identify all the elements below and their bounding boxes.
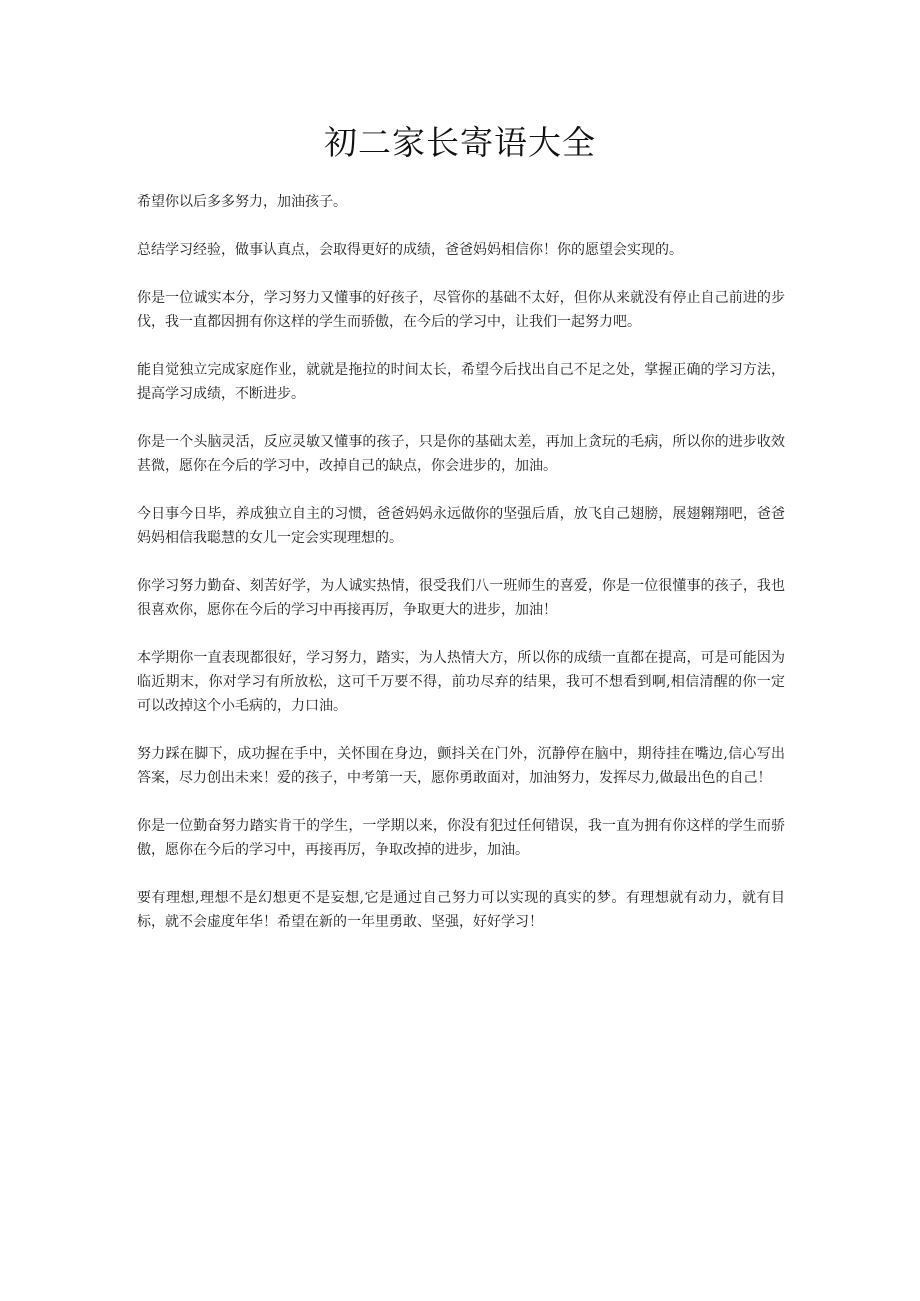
page-title: 初二家长寄语大全	[324, 123, 596, 162]
paragraph-10: 你是一位勤奋努力踏实肯干的学生，一学期以来，你没有犯过任何错误，我一直为拥有你这样的学生而骄傲，愿你在今后的学习中，再接再厉，争取改掉的进步，加油。	[137, 818, 785, 858]
paragraph-4: 能自觉独立完成家庭作业，就就是拖拉的时间太长，希望今后找出自己不足之处，掌握正确的学习方法，提高学习成绩，不断进步。	[137, 362, 785, 402]
paragraph-2: 总结学习经验，做事认真点，会取得更好的成绩，爸爸妈妈相信你！你的愿望会实现的。	[137, 242, 683, 258]
paragraph-3: 你是一位诚实本分，学习努力又懂事的好孩子，尽管你的基础不太好，但你从来就没有停止自己前进的步伐，我一直都因拥有你这样的学生而骄傲，在今后的学习中，让我们一起努力吧。	[137, 290, 785, 330]
paragraph-1: 希望你以后多多努力，加油孩子。	[137, 194, 347, 210]
document-body	[137, 190, 785, 958]
paragraph-6: 今日事今日毕，养成独立自主的习惯，爸爸妈妈永远做你的坚强后盾，放飞自己翅膀，展翅翱翔吧，爸爸妈妈相信我聪慧的女儿一定会实现理想的。	[137, 506, 785, 546]
paragraph-5: 你是一个头脑灵活，反应灵敏又懂事的孩子，只是你的基础太差，再加上贪玩的毛病，所以你的进步收效甚微，愿你在今后的学习中，改掉自己的缺点，你会进步的，加油。	[137, 434, 785, 474]
paragraph-9: 努力踩在脚下，成功握在手中，关怀围在身边，颤抖关在门外，沉静停在脑中，期待挂在嘴边,信心写出答案，尽力创出未来！爱的孩子，中考第一天，愿你勇敢面对，加油努力，发挥尽力,做最出色的自己！	[137, 746, 785, 786]
paragraph-8: 本学期你一直表现都很好，学习努力，踏实，为人热情大方，所以你的成绩一直都在提高，可是可能因为临近期末，你对学习有所放松，这可千万要不得，前功尽弃的结果，我可不想看到啊,相信清醒的你一定可以改掉这个小毛病的，力口油。	[137, 650, 785, 714]
paragraph-11: 要有理想,理想不是幻想更不是妄想,它是通过自己努力可以实现的真实的梦。有理想就有动力，就有目标，就不会虚度年华！希望在新的一年里勇敢、坚强，好好学习！	[137, 890, 785, 930]
paragraph-7: 你学习努力勤奋、刻苦好学，为人诚实热情，很受我们八一班师生的喜爱，你是一位很懂事的孩子，我也很喜欢你，愿你在今后的学习中再接再厉，争取更大的进步，加油！	[137, 578, 785, 618]
